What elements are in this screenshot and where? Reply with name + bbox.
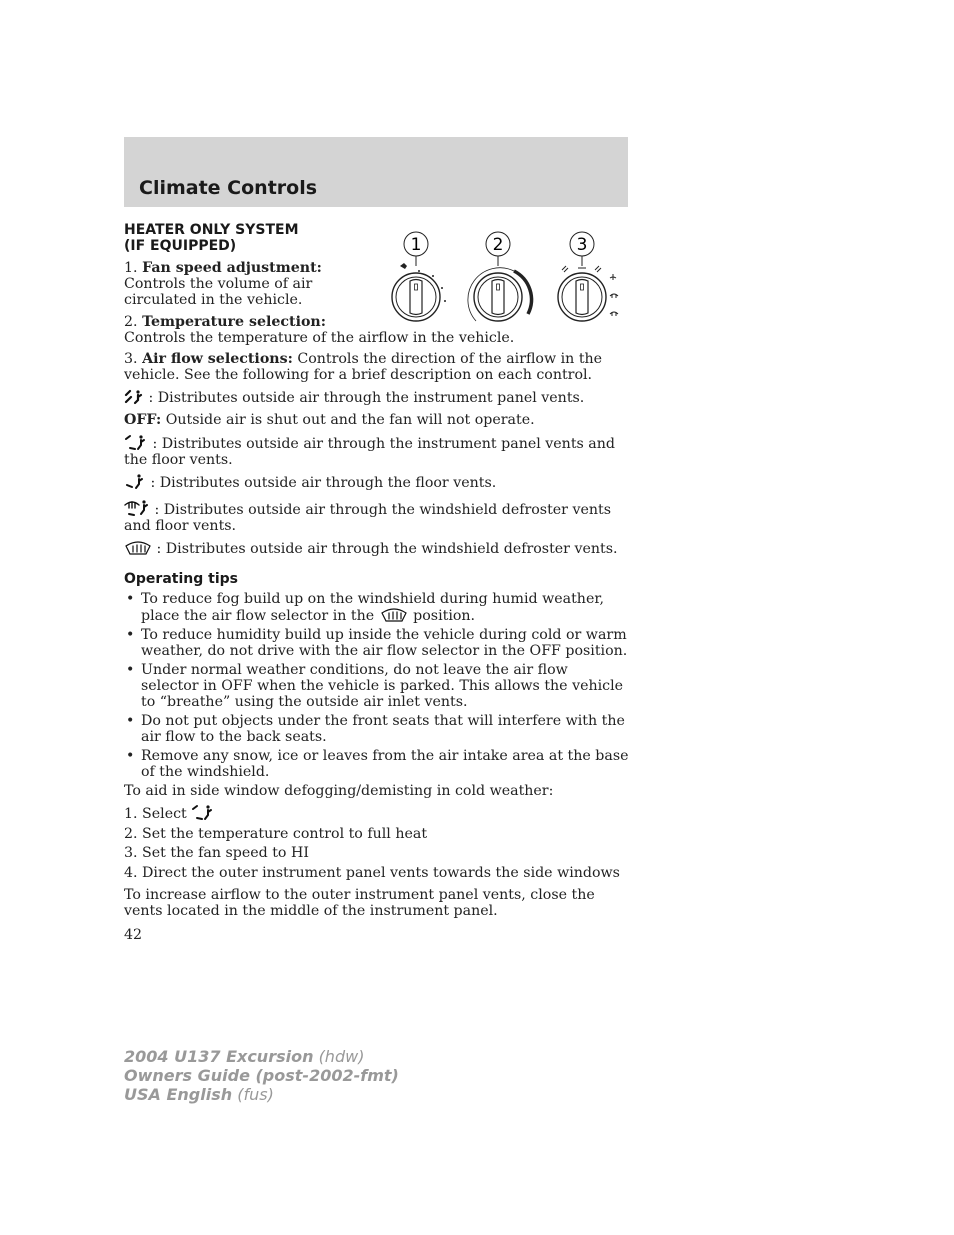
list-item: • To reduce fog build up on the windshield during humid weather, place the air flow selector in the position. [126,591,605,624]
mode-panel-floor: : Distributes outside air through the instrument panel vents and the floor vents. [124,436,615,468]
mode-floor-defrost: : Distributes outside air through the windshield defroster vents and floor vents. [124,499,629,534]
list-item: • Do not put objects under the front seats that will interfere with the air flow to the back seats. [126,713,625,745]
section-heading: HEATER ONLY SYSTEM (IF EQUIPPED) [124,222,299,254]
item-air-flow: 3. Air flow selections: Controls the direction of the airflow in the vehicle. See the following for a brief description on each control. [124,351,603,383]
defog-step-2: 2. Set the temperature control to full heat [124,826,428,842]
callout-3: 3 [576,235,588,255]
defog-step-4: 4. Direct the outer instrument panel vents towards the side windows [124,865,620,881]
defog-step-1: 1. Select [124,804,629,822]
page-title: Climate Controls [139,177,318,199]
list-item: • Under normal weather conditions, do not leave the air flow selector in OFF when the vehicle is parked. This allows the vehicle to “breathe” using the outside air inlet vents. [126,662,624,710]
list-item: • Remove any snow, ice or leaves from the air intake area at the base of the windshield. [126,748,629,780]
mode-defrost: : Distributes outside air through the windshield defroster vents. [124,540,629,557]
footer: 2004 U137 Excursion (hdw) Owners Guide (post-2002-fmt) USA English (fus) [124,1047,399,1104]
content [124,222,629,919]
item-temperature: 2. Temperature selection: Controls the temperature of the airflow in the vehicle. [124,314,515,346]
header-band [124,137,628,207]
mode-off: OFF: Outside air is shut out and the fan will not operate. [124,412,535,428]
defog-step-3: 3. Set the fan speed to HI [124,845,309,861]
closing-note: To increase airflow to the outer instrument panel vents, close the vents located in the middle of the instrument panel. [124,887,595,919]
defog-intro: To aid in side window defogging/demisting in cold weather: [124,783,554,799]
panel-floor-vent-icon [191,804,215,821]
floor-defrost-icon [124,499,150,517]
panel-floor-vent-icon [124,434,148,451]
page-number: 42 [124,927,143,943]
defrost-icon [379,607,409,623]
mode-panel: : Distributes outside air through the instrument panel vents. [124,389,629,406]
list-item: • To reduce humidity build up inside the vehicle during cold or warm weather, do not drive with the air flow selector in the OFF position. [126,627,628,659]
callout-2: 2 [492,235,504,255]
tips-list [124,591,629,780]
panel-vent-icon [124,389,144,405]
item-fan-speed: 1. Fan speed adjustment: Controls the volume of air circulated in the vehicle. [124,260,322,308]
callout-1: 1 [410,235,422,255]
mode-floor: : Distributes outside air through the floor vents. [124,473,629,491]
defrost-icon [124,540,152,556]
tips-heading: Operating tips [124,571,238,587]
floor-vent-icon [124,473,146,490]
